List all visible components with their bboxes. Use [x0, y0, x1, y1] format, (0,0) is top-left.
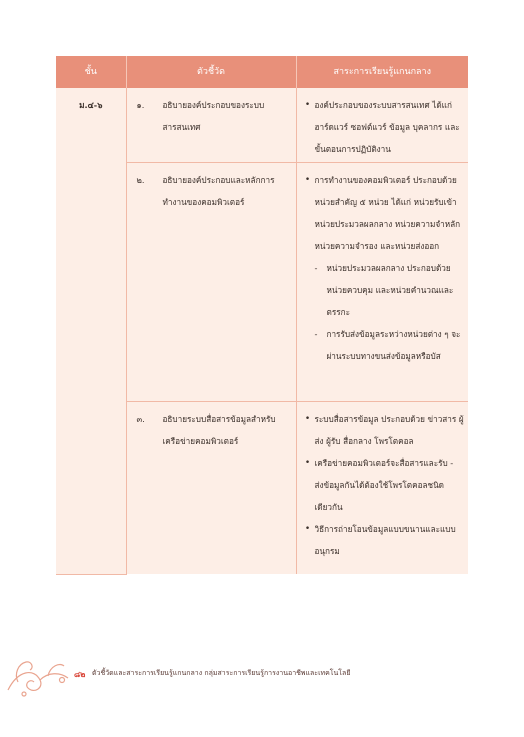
page-number: ๘๒: [74, 670, 86, 679]
indicator-text: อธิบายระบบสื่อสารข้อมูลสำหรับเครือข่ายคอมพิวเตอร์: [162, 414, 276, 446]
table-header-row: [56, 56, 468, 88]
sub-item-text: การรับส่งข้อมูลระหว่างหน่วยต่าง ๆ จะผ่านระบบทางขนส่งข้อมูลหรือบัส: [326, 329, 461, 361]
core-item-text: การทำงานของคอมพิวเตอร์ ประกอบด้วยหน่วยสำคัญ ๕ หน่วย ได้แก่ หน่วยรับเข้า หน่วยประมวลผลกลาง หน่วยความจำหลัก หน่วยความจำรอง และหน่วยส่งออก: [314, 175, 461, 251]
sub-list-item: [315, 323, 465, 367]
floral-ornament-icon: [4, 650, 72, 700]
indicator-cell: [126, 163, 296, 402]
indicator-number: ๒.: [136, 175, 145, 185]
core-content-cell: [296, 88, 468, 163]
core-content-cell: [296, 402, 468, 575]
sub-item-text: หน่วยประมวลผลกลาง ประกอบด้วย หน่วยควบคุม และหน่วยคำนวณและตรรกะ: [326, 263, 454, 317]
bullet-icon: •: [304, 100, 311, 110]
list-item: [301, 408, 465, 452]
core-item-text: ระบบสื่อสารข้อมูล ประกอบด้วย ข่าวสาร ผู้ส่ง ผู้รับ สื่อกลาง โพรโตคอล: [314, 414, 464, 446]
grade-cell: ม.๔-๖: [56, 88, 126, 574]
bullet-icon: •: [304, 458, 311, 468]
indicator-cell: [126, 402, 296, 575]
indicator-text: อธิบายองค์ประกอบของระบบสารสนเทศ: [162, 100, 265, 132]
table-row: [56, 88, 468, 163]
core-content-cell: [296, 163, 468, 402]
bullet-icon: •: [304, 414, 311, 424]
curriculum-table-container: [56, 56, 468, 575]
bullet-icon: •: [304, 175, 311, 185]
dash-marker: -: [314, 329, 318, 339]
core-item-text: องค์ประกอบของระบบสารสนเทศ ได้แก่ ฮาร์ดแวร์ ซอฟต์แวร์ ข้อมูล บุคลากร และขั้นตอนการปฏิบัติงาน: [314, 100, 460, 154]
bullet-icon: •: [304, 524, 311, 534]
indicator-text: อธิบายองค์ประกอบและหลักการทำงานของคอมพิวเตอร์: [162, 175, 275, 207]
list-item: [301, 518, 465, 562]
page-footer: [0, 650, 524, 710]
core-item-text: วิธีการถ่ายโอนข้อมูลแบบขนานและแบบอนุกรม: [314, 524, 456, 556]
footer-caption: ตัวชี้วัดและสาระการเรียนรู้แกนกลาง กลุ่มสาระการเรียนรู้การงานอาชีพและเทคโนโลยี: [92, 669, 351, 677]
header-indicator: ตัวชี้วัด: [126, 56, 296, 88]
list-item: [301, 94, 465, 160]
dash-marker: -: [314, 263, 318, 273]
list-item: [301, 452, 465, 518]
header-core-content: สาระการเรียนรู้แกนกลาง: [296, 56, 468, 88]
indicator-number: ๓.: [136, 414, 145, 424]
header-grade: ชั้น: [56, 56, 126, 88]
indicator-cell: [126, 88, 296, 163]
sub-list-item: [315, 257, 465, 323]
curriculum-table: [56, 56, 468, 575]
core-item-text: เครือข่ายคอมพิวเตอร์จะสื่อสารและรับ - ส่งข้อมูลกันได้ต้องใช้โพรโตคอลชนิดเดียวกัน: [314, 458, 454, 512]
list-item: [301, 169, 465, 257]
indicator-number: ๑.: [136, 100, 145, 110]
